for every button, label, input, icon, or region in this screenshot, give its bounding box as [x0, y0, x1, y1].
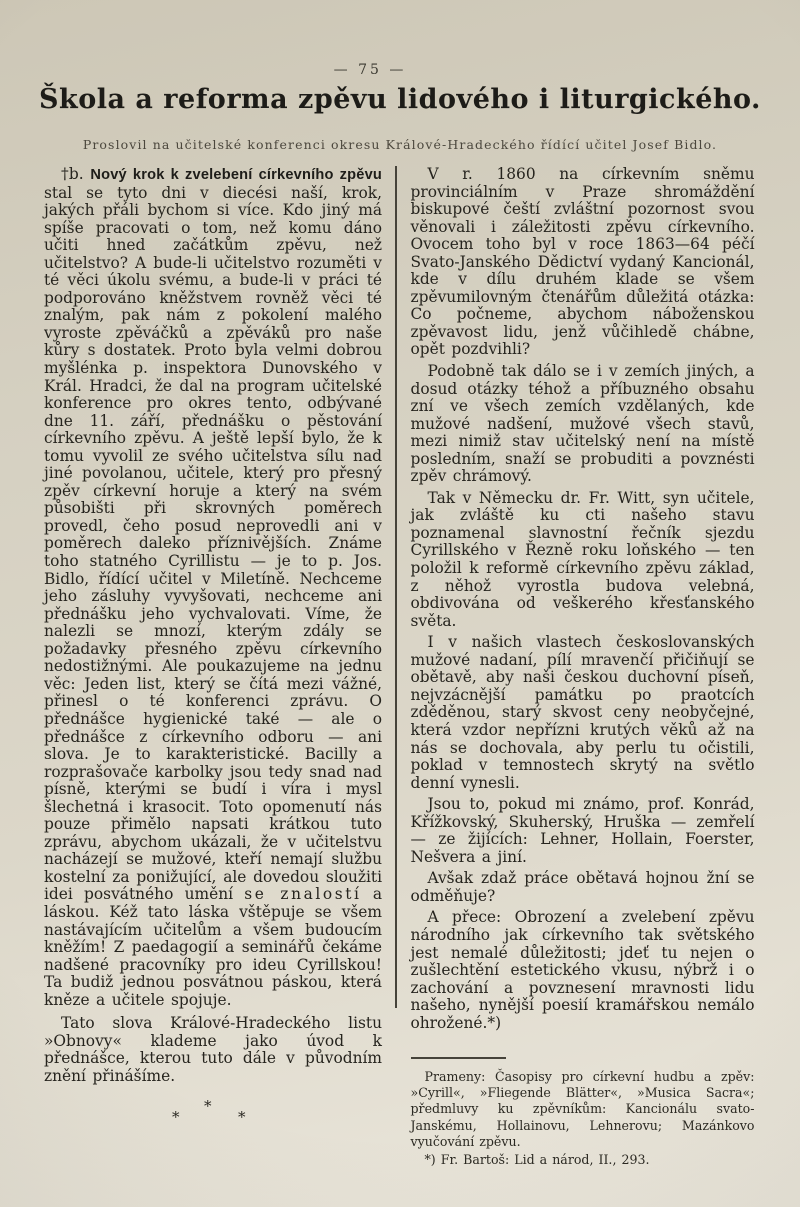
paragraph [411, 490, 755, 630]
paragraph [411, 796, 755, 866]
right-column [411, 166, 755, 1168]
asterism-ornament [44, 1097, 382, 1139]
footnotes-block [411, 1069, 755, 1168]
text-run: se znalostí [244, 885, 362, 904]
text-run: *) Fr. Bartoš: Lid a národ, II., 293. [424, 1151, 650, 1167]
text-run: Jsou to, pokud mi známo, prof. Konrád, Křížkovský, Skuherský, Hruška — zemřelí — ze žijících: Lehner, Hollain, Foerster, Nešvera a jiní. [410, 795, 755, 866]
paragraph [44, 1015, 382, 1085]
text-run: A přece: Obrození a zvelebení zpěvu národního jak církevního tak světského jest nemalé důležitosti; jdeť tu nejen o zušlechtění estetického vkusu, nýbrž i o zachování a povznesení mravnosti lidu našeho, nynější poesií kramářskou nemálo ohrožené.*) [410, 908, 755, 1032]
paragraph [411, 909, 755, 1032]
column-divider-rule [395, 166, 397, 1008]
left-column [44, 166, 382, 1139]
paragraph [44, 166, 382, 1009]
left-column-text [44, 166, 382, 1085]
text-run: Nový krok k zvelebení církevního zpěvu [90, 167, 383, 183]
footnote-separator-rule [411, 1057, 506, 1058]
two-column-layout [44, 166, 756, 1168]
page-title: Škola a reforma zpěvu lidového i liturgického. [39, 84, 761, 115]
text-run: a láskou. Kéž tato láska vštěpuje se všem nastávajícím učitelům a všem budoucím kněžím! Z paedagogií a seminářů čekáme nadšené pracovníky pro ideu Cyrillskou! Ta budiž jednou posvátnou páskou, která kněze a učitele spojuje. [44, 885, 382, 1009]
page-number: — 75 — [333, 62, 407, 78]
text-run: Tato slova Králové-Hradeckého listu »Obnovy« klademe jako úvod k přednášce, kterou tuto dále v původním znění přinášíme. [44, 1014, 382, 1085]
text-run: stal se tyto dni v diecési naší, krok, jakých přáli bychom si více. Kdo jiný má spíše pracovati o tom, než komu dáno učiti hned začátkům zpěvu, než učitelstvo? A bude-li učitelstvo rozuměti v té věci úkolu svému, a bude-li v práci té podporováno kněžstvem rovněž věci té znalým, pak nám z pokolení malého vyroste zpěváčků a zpěváků pro naše kůry s dostatek. Proto byla velmi dobrou myšlénka p. inspektora Dunovského v Král. Hradci, že dal na program učitelské konference pro okres tento, odbývané dne 11. září, přednášku o pěstování církevního zpěvu. A ještě lepší bylo, že k tomu vyvolil ze svého učitelstva sílu nad jiné povolanou, učitele, který pro přesný zpěv církevní horuje a který na svém působišti při skrovných poměrech provedl, čeho posud neprovedli ani v poměrech daleko příznivějších. Známe toho statného Cyrillistu — je to p. Jos. Bidlo, řídící učitel v Miletíně. Nechceme jeho zásluhy vyvyšovati, nechceme ani přednášku jeho vychvalovati. Víme, že nalezli se mnozí, kterým zdály se požadavky přesného zpěvu církevního nedostižnými. Ale poukazujeme na jednu věc: Jeden list, který se čítá mezi vážné, přinesl o té konferenci zprávu. O přednášce hygienické také — ale o přednášce z církevního odboru — ani slova. Je to karakteristické. Bacilly a rozprašovače karbolky jsou tedy snad nad písně, kterými se budí i víra i mysl šlechetná i krasocit. Toto opomenutí nás pouze přimělo napsati krátkou tuto zprávu, abychom ukázali, že v učitelstvu nacházejí se mužové, kteří nemají službu kostelní za ponižující, ale dovedou sloužiti idei posvátného umění [44, 183, 382, 904]
asterisk-glyph: * [238, 1108, 246, 1127]
paragraph [411, 363, 755, 486]
text-run: Prameny: Časopisy pro církevní hudbu a zpěv: »Cyrill«, »Fliegende Blätter«, »Musica Sacra«; předmluvy ku zpěvníkům: Kancionálu svato-Janskému, Hollainovu, Lehnerovu; Mazánkovo vyučování zpěvu. [410, 1068, 755, 1150]
asterisk-glyph: * [172, 1108, 180, 1127]
text-run: †b. [61, 165, 91, 183]
text-run: Tak v Německu dr. Fr. Witt, syn učitele, jak zvláště ku cti našeho stavu poznamenal slavnostní řečník sjezdu Cyrillského v Řezně roku loňského — ten položil k reformě církevního zpěvu základ, z něhož vyrostla budova velebná, obdivována od veškerého křesťanského světa. [410, 488, 755, 630]
footnote [411, 1152, 755, 1168]
text-run: Avšak zdaž práce obětavá hojnou žní se odměňuje? [410, 869, 755, 905]
asterisk-glyph: * [204, 1097, 212, 1116]
text-run: I v našich vlastech českoslovanských mužové nadaní, pílí mravenčí přičiňují se obětavě, aby naši českou duchovní píseň, nejvzácnější památku po praotcích zděděnou, starý skvost ceny neobyčejné, která vzdor nepřízni krutých věků až na nás se dochovala, aby perlu tu očistili, poklad v temnostech skrytý na světlo denní vynesli. [410, 633, 755, 792]
right-column-text [411, 166, 755, 1032]
text-run: V r. 1860 na církevním sněmu provinciálním v Praze shromáždění biskupové čeští zvláštní pozornost svou věnovali i záležitosti zpěvu církevního. Ovocem toho byl v roce 1863—64 péčí Svato-Janského Dědictví vydaný Kancionál, kde v dílu druhém klade se všem zpěvumilovným čtenářům důležitá otázka: Co počneme, abychom náboženskou zpěvavost lidu, jenž vůčihledě chábne, opět pozdvihli? [410, 165, 755, 359]
paragraph [411, 634, 755, 792]
text-run: Podobně tak dálo se i v zemích jiných, a dosud otázky téhož a příbuzného obsahu zní ve všech zemích vzdělaných, kde mužové nadšení, mužové všech stavů, mezi nimiž stav učitelský není na místě posledním, snaží se probuditi a povznésti zpěv chrámový. [410, 362, 755, 486]
page-subtitle: Proslovil na učitelské konferenci okresu Králové-Hradeckého řídící učitel Josef Bidlo. [82, 137, 718, 152]
paragraph [411, 870, 755, 905]
paragraph [411, 166, 755, 359]
footnote [411, 1069, 755, 1151]
